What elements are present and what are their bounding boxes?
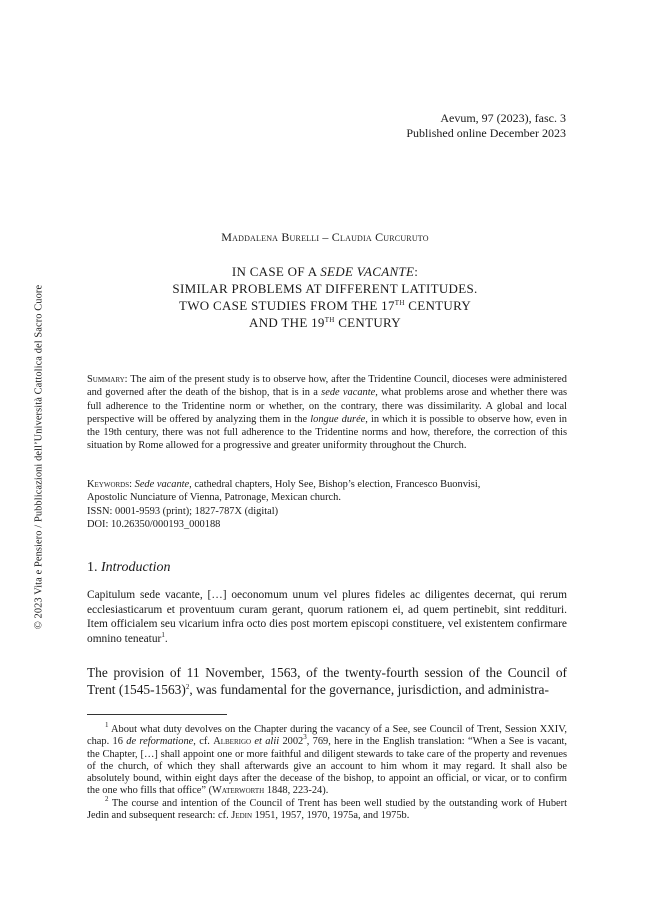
- footnote-2: $^2$ The course and intention of the Council of Trent has been well studied by the outstanding work of Hubert Jedin and subsequent research: cf. Jedin 1951, 1957, 1970, 1975a, and 1975b.: [87, 794, 567, 822]
- title-line-1: IN CASE OF A SEDE VACANTE:: [231, 264, 419, 279]
- copyright-side-note: © 2023 Vita e Pensiero / Pubblicazioni dell’Università Cattolica del Sacro Cuore: [33, 284, 45, 630]
- footnote-1: $^1$ About what duty devolves on the Chapter during the vacancy of a See, see Council of Trent, Session XXIV, chap. 16 de reformatione, cf. Alberigo et alii 2002$^3$, 769, here in the English translation: “When a See is vacant, the Chapter, […] shall appoint one or more faithful and diligent stewards to take care of the property and revenues of the church, of which they shall afterwards give an account to him whom it may regard. It shall also be absolutely bound, within eight days after the decease of the bishop, to appoint an official, or vicar, or to confirm the one who fills that office” (Waterworth 1848, 223-24).: [87, 721, 567, 797]
- doi: DOI: 10.26350/000193_000188: [87, 518, 221, 530]
- keywords-line-1: Keywords: Sede vacante, cathedral chapters, Holy See, Bishop’s election, Francesco Buonvisi,: [87, 479, 481, 490]
- keywords-block: [87, 478, 567, 531]
- article-title: [0, 263, 650, 331]
- title-line-2: SIMILAR PROBLEMS AT DIFFERENT LATITUDES.: [172, 281, 478, 296]
- section-heading: 1. Introduction: [87, 560, 171, 575]
- footnotes: [87, 721, 567, 822]
- footnote-divider: [87, 714, 227, 715]
- latin-quote: Capitulum sede vacante, […] oeconomum unum vel plures fideles ac diligentes decernat, qui rerum ecclesiasticarum et proventuum curam gerant, quorum rationem ei, ad quem pertinebit, sint reddituri. Item officialem seu vicarium infra octo dies post mortem episcopi constituere, vel existentem confirmare omnino teneatur$^1$.: [87, 589, 567, 645]
- journal-info: [406, 111, 566, 141]
- title-line-3: TWO CASE STUDIES FROM THE 17TH CENTURY: [178, 298, 472, 313]
- keywords-label: Keywords:: [87, 479, 133, 490]
- summary-label: Summary:: [87, 374, 128, 385]
- issn: ISSN: 0001-9593 (print); 1827-787X (digital): [87, 505, 279, 517]
- footnote-ref-1[interactable]: 1: [161, 630, 165, 639]
- publication-date: Published online December 2023: [406, 126, 566, 140]
- keywords-line-2: Apostolic Nunciature of Vienna, Patronage, Mexican church.: [87, 492, 341, 504]
- summary-abstract: Summary: The aim of the present study is to observe how, after the Tridentine Council, dioceses were administered and governed after the death of the bishop, that is in a sede vacante, what problems arose and whether there was full adherence to the Tridentine norm or whether, on the contrary, there was dissimilarity. A global and local perspective will be offered by analyzing them in the longue durée, in which it is possible to observe how, even in the 19th century, there was not full adherence to the Tridentine norms and how, therefore, the correction of this situation by Rome allowed for a progressive and greater uniformity throughout the Church.: [87, 374, 568, 452]
- journal-citation: Aevum, 97 (2023), fasc. 3: [440, 111, 566, 125]
- authors: Maddalena Burelli – Claudia Curcuruto: [221, 230, 429, 244]
- footnote-ref-2[interactable]: 2: [185, 683, 190, 691]
- title-line-4: AND THE 19TH CENTURY: [249, 315, 401, 330]
- body-paragraph: The provision of 11 November, 1563, of the twenty-fourth session of the Council of Trent (1545-1563)$^2$, was fundamental for the governance, jurisdiction, and administra-: [87, 665, 567, 697]
